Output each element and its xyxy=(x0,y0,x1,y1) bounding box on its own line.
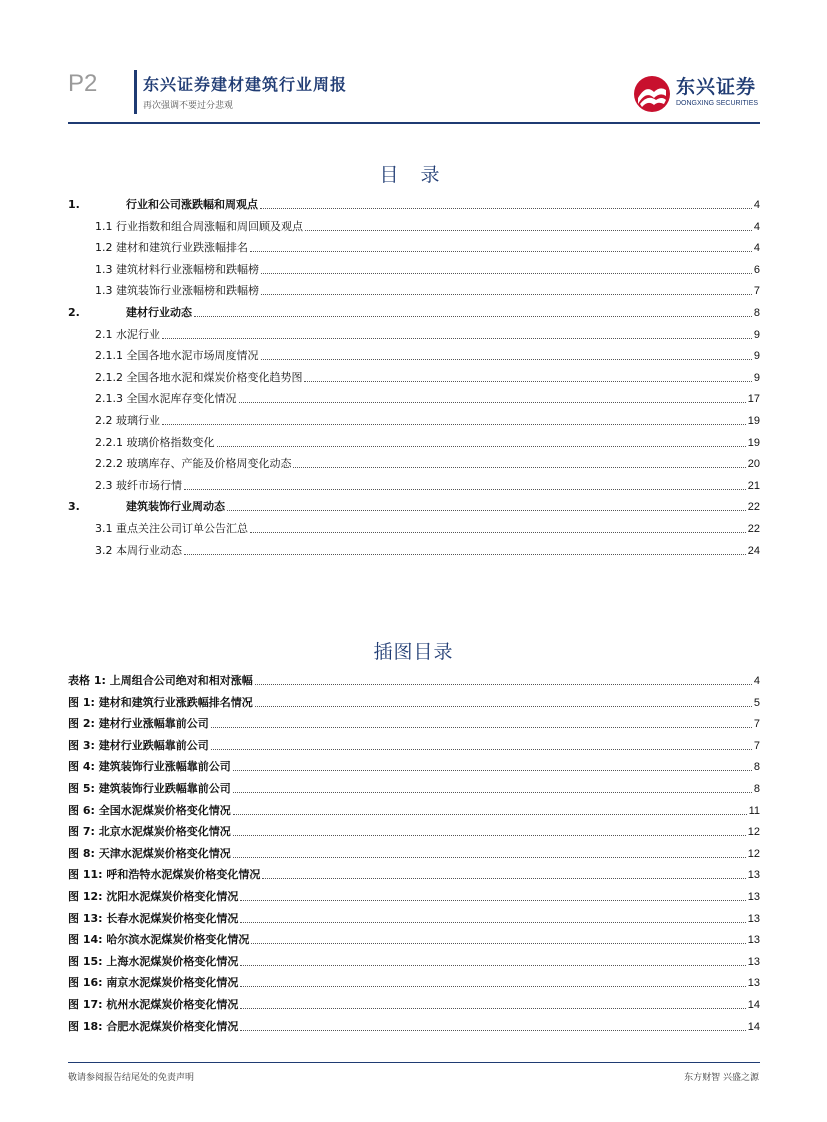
toc-entry-text: 2.3 玻纤市场行情 xyxy=(95,478,182,492)
toc-entry-page: 22 xyxy=(747,523,760,535)
footer-slogan: 东方财智 兴盛之源 xyxy=(684,1073,759,1083)
figure-entry-page: 13 xyxy=(747,934,760,947)
dot-leader xyxy=(184,553,746,555)
toc-entry-text: 1.3 建筑材料行业涨幅榜和跌幅榜 xyxy=(95,262,259,276)
toc-title: 目 录 xyxy=(379,164,448,186)
toc-entry-page: 19 xyxy=(747,415,760,427)
figure-entry-text: 图 4: 建筑装饰行业涨幅靠前公司 xyxy=(68,760,231,774)
figure-entry[interactable] xyxy=(68,931,760,947)
dot-leader xyxy=(240,985,745,987)
figure-entry[interactable] xyxy=(68,694,760,710)
toc-entry[interactable] xyxy=(68,239,760,255)
toc-entry-text: 1.3 建筑装饰行业涨幅榜和跌幅榜 xyxy=(95,284,259,298)
figure-entry-page: 12 xyxy=(747,847,760,860)
toc-entry-number: 2. xyxy=(68,306,80,319)
figure-entry-text: 图 16: 南京水泥煤炭价格变化情况 xyxy=(68,976,239,990)
toc-entry-page: 19 xyxy=(747,436,760,449)
figure-entry-page: 11 xyxy=(748,804,760,817)
toc-entry[interactable] xyxy=(68,477,760,493)
figure-entry[interactable] xyxy=(68,780,760,796)
toc-entry[interactable] xyxy=(68,542,760,558)
figure-entry-text: 图 14: 哈尔滨水泥煤炭价格变化情况 xyxy=(68,933,250,947)
toc-entry[interactable] xyxy=(68,304,760,320)
dot-leader xyxy=(261,358,752,360)
toc-entry-text: 2.1 水泥行业 xyxy=(95,327,160,341)
company-logo xyxy=(632,72,762,116)
figure-list-title: 插图目录 xyxy=(373,641,454,663)
dot-leader xyxy=(240,964,745,966)
toc-entry-text: 2.2.2 玻璃库存、产能及价格周变化动态 xyxy=(95,457,292,471)
toc-entry-page: 24 xyxy=(747,544,760,557)
dot-leader xyxy=(262,877,745,879)
toc-entry-page: 4 xyxy=(753,199,760,211)
figure-entry-page: 13 xyxy=(747,891,760,903)
toc-entry[interactable] xyxy=(68,282,760,298)
figure-entry-text: 图 11: 呼和浩特水泥煤炭价格变化情况 xyxy=(68,868,261,882)
toc-entry-page: 4 xyxy=(753,242,760,255)
dot-leader xyxy=(233,813,747,815)
toc-entry[interactable] xyxy=(68,326,760,342)
dot-leader xyxy=(211,726,752,728)
figure-entry-text: 图 6: 全国水泥煤炭价格变化情况 xyxy=(68,803,231,817)
logo-text: 东兴证券 xyxy=(676,76,757,98)
figure-entry-page: 13 xyxy=(747,977,760,990)
dot-leader xyxy=(240,1029,745,1031)
figure-entry-page: 7 xyxy=(753,718,760,731)
dot-leader xyxy=(194,315,752,317)
figure-entry-page: 13 xyxy=(747,955,760,968)
toc-entry[interactable] xyxy=(68,369,760,385)
figure-entry-text: 图 1: 建材和建筑行业涨跌幅排名情况 xyxy=(68,695,253,709)
figure-entry[interactable] xyxy=(68,845,760,861)
figure-entry[interactable] xyxy=(68,802,760,818)
figure-entry-text: 图 5: 建筑装饰行业跌幅靠前公司 xyxy=(68,782,231,795)
dot-leader xyxy=(240,921,745,923)
toc-entry-page: 8 xyxy=(753,307,760,319)
figure-entry[interactable] xyxy=(68,715,760,731)
dot-leader xyxy=(305,229,752,231)
figure-entry[interactable] xyxy=(68,672,760,688)
dot-leader xyxy=(255,705,752,707)
toc-entry-number: 3. xyxy=(68,500,80,514)
report-title: 东兴证券建材建筑行业周报 xyxy=(143,75,348,94)
toc-entry-page: 9 xyxy=(753,371,760,384)
figure-entry-text: 图 3: 建材行业跌幅靠前公司 xyxy=(68,738,209,752)
dot-leader xyxy=(240,1007,745,1009)
footer-rule xyxy=(68,1062,760,1063)
dot-leader xyxy=(184,488,746,490)
toc-entry-page: 7 xyxy=(753,285,760,298)
figure-entry-page: 7 xyxy=(753,739,760,752)
header-rule xyxy=(68,122,760,124)
toc-entry-page: 9 xyxy=(753,350,760,363)
toc-entry-page: 4 xyxy=(753,220,760,233)
dot-leader xyxy=(304,380,751,382)
toc-entry-page: 17 xyxy=(747,393,760,406)
figure-entry[interactable] xyxy=(68,866,760,882)
toc-entry[interactable] xyxy=(68,455,760,471)
toc-entry-text: 2.1.3 全国水泥库存变化情况 xyxy=(95,392,237,406)
figure-entry[interactable] xyxy=(68,953,760,969)
figure-entry-text: 表格 1: 上周组合公司绝对和相对涨幅 xyxy=(68,674,253,687)
figure-entry-page: 8 xyxy=(753,761,760,774)
figure-entry-text: 图 15: 上海水泥煤炭价格变化情况 xyxy=(68,954,239,968)
toc-entry[interactable] xyxy=(68,196,760,212)
figure-entry[interactable] xyxy=(68,823,760,839)
logo-english: DONGXING SECURITIES xyxy=(676,100,759,107)
dot-leader xyxy=(250,531,746,533)
toc-entry[interactable] xyxy=(68,390,760,406)
figure-entry[interactable] xyxy=(68,996,760,1012)
dot-leader xyxy=(261,293,752,295)
dot-leader xyxy=(251,942,745,944)
figure-entry-page: 8 xyxy=(753,783,760,795)
toc-entry-text: 建材行业动态 xyxy=(126,306,192,319)
figure-entry-page: 4 xyxy=(753,675,760,687)
toc-entry-number: 1. xyxy=(68,198,80,211)
toc-entry[interactable] xyxy=(68,412,760,428)
figure-entry-text: 图 8: 天津水泥煤炭价格变化情况 xyxy=(68,846,231,860)
toc-entry[interactable] xyxy=(68,261,760,277)
dot-leader xyxy=(227,509,746,511)
toc-entry-text: 建筑装饰行业周动态 xyxy=(126,500,225,514)
dot-leader xyxy=(217,445,746,447)
dot-leader xyxy=(239,401,746,403)
dot-leader xyxy=(233,769,752,771)
toc-entry-text: 2.2 玻璃行业 xyxy=(95,414,160,427)
figure-entry[interactable] xyxy=(68,974,760,990)
toc-entry-page: 9 xyxy=(753,328,760,341)
footer-disclaimer: 敬请参阅报告结尾处的免责声明 xyxy=(68,1073,195,1083)
figure-entry[interactable] xyxy=(68,758,760,774)
dot-leader xyxy=(233,791,752,793)
figure-entry[interactable] xyxy=(68,910,760,926)
toc-entry-page: 21 xyxy=(747,479,760,492)
page-number: P2 xyxy=(68,70,98,97)
toc-entry-text: 3.2 本周行业动态 xyxy=(95,543,182,557)
dot-leader xyxy=(233,834,746,836)
toc-entry-page: 6 xyxy=(753,263,760,276)
figure-entry-page: 14 xyxy=(747,1020,760,1033)
figure-entry[interactable] xyxy=(68,737,760,753)
figure-entry-text: 图 7: 北京水泥煤炭价格变化情况 xyxy=(68,825,231,839)
dot-leader xyxy=(260,207,752,209)
toc-entry-text: 1.2 建材和建筑行业跌涨幅排名 xyxy=(95,241,248,255)
dot-leader xyxy=(211,748,752,750)
toc-entry-text: 1.1 行业指数和组合周涨幅和周回顾及观点 xyxy=(95,219,303,233)
toc-entry-text: 2.1.2 全国各地水泥和煤炭价格变化趋势图 xyxy=(95,370,303,384)
toc-entry-text: 行业和公司涨跌幅和周观点 xyxy=(126,198,258,211)
dot-leader xyxy=(162,423,746,425)
toc-entry[interactable] xyxy=(68,218,760,234)
toc-entry[interactable] xyxy=(68,520,760,536)
logo-mark-icon xyxy=(632,74,672,114)
dot-leader xyxy=(293,466,745,468)
toc-entry-text: 2.1.1 全国各地水泥市场周度情况 xyxy=(95,349,259,363)
toc-entry[interactable] xyxy=(68,347,760,363)
figure-entry-text: 图 17: 杭州水泥煤炭价格变化情况 xyxy=(68,998,239,1011)
toc-entry[interactable] xyxy=(68,434,760,450)
toc-entry-text: 3.1 重点关注公司订单公告汇总 xyxy=(95,522,248,535)
toc-entry-page: 22 xyxy=(747,501,760,514)
figure-entry-page: 14 xyxy=(747,999,760,1011)
figure-entry-text: 图 2: 建材行业涨幅靠前公司 xyxy=(68,717,209,731)
dot-leader xyxy=(240,899,745,901)
dot-leader xyxy=(250,250,752,252)
figure-entry-text: 图 18: 合肥水泥煤炭价格变化情况 xyxy=(68,1019,239,1033)
figure-entry-page: 12 xyxy=(747,826,760,839)
figure-entry-page: 13 xyxy=(747,912,760,925)
figure-entry[interactable] xyxy=(68,1018,760,1034)
figure-entry-page: 13 xyxy=(747,869,760,882)
toc-entry-page: 20 xyxy=(747,458,760,471)
dot-leader xyxy=(255,683,752,685)
figure-entry[interactable] xyxy=(68,888,760,904)
figure-entry-text: 图 12: 沈阳水泥煤炭价格变化情况 xyxy=(68,890,239,903)
toc-entry-text: 2.2.1 玻璃价格指数变化 xyxy=(95,435,215,449)
report-subtitle: 再次强调不要过分悲观 xyxy=(143,101,234,111)
dot-leader xyxy=(233,856,746,858)
dot-leader xyxy=(162,337,752,339)
figure-entry-text: 图 13: 长春水泥煤炭价格变化情况 xyxy=(68,911,239,925)
toc-entry[interactable] xyxy=(68,498,760,514)
figure-entry-page: 5 xyxy=(753,696,760,709)
header-accent-bar xyxy=(134,70,137,114)
dot-leader xyxy=(261,272,752,274)
